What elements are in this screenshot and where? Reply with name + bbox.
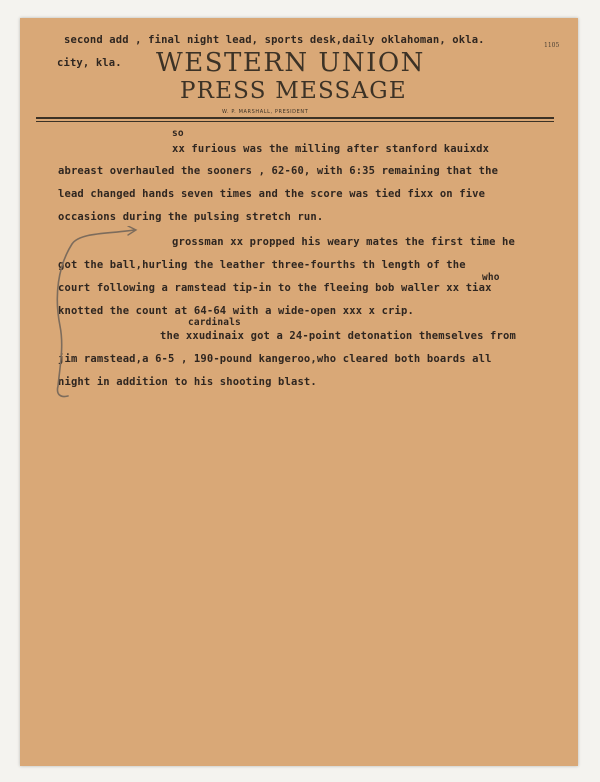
insertion-who: who bbox=[482, 272, 500, 283]
body-line-6: got the ball,hurling the leather three-fourths th length of the bbox=[58, 259, 466, 271]
company-name: WESTERN UNION bbox=[156, 48, 425, 78]
header-rule-thin bbox=[36, 121, 554, 122]
slug-line-1: second add , final night lead, sports desk,daily oklahoman, okla. bbox=[64, 34, 485, 46]
body-line-1: xx furious was the milling after stanford kauixdx bbox=[172, 143, 490, 155]
body-line-7: court following a ramstead tip-in to the fleeing bob waller xx tiax bbox=[58, 282, 492, 294]
serial-number: 1105 bbox=[544, 42, 560, 49]
slug-line-2: city, kla. bbox=[57, 57, 122, 69]
insertion-so: so bbox=[172, 128, 184, 139]
body-line-8: knotted the count at 64-64 with a wide-open xxx x crip. bbox=[58, 305, 414, 317]
officer-line: W. P. MARSHALL, PRESIDENT bbox=[222, 109, 309, 115]
body-line-4: occasions during the pulsing stretch run. bbox=[58, 211, 324, 223]
body-line-2: abreast overhauled the sooners , 62-60, with 6:35 remaining that the bbox=[58, 165, 499, 177]
body-line-11: night in addition to his shooting blast. bbox=[58, 376, 317, 388]
body-line-10: jim ramstead,a 6-5 , 190-pound kangeroo,who cleared both boards all bbox=[58, 353, 492, 365]
insertion-cardinals: cardinals bbox=[188, 317, 241, 328]
body-line-5: grossman xx propped his weary mates the first time he bbox=[172, 236, 515, 248]
body-line-9: the xxudinaix got a 24-point detonation themselves from bbox=[160, 330, 516, 342]
header-rule-thick bbox=[36, 117, 554, 119]
body-line-3: lead changed hands seven times and the score was tied fixx on five bbox=[58, 188, 486, 200]
pencil-insertion-mark bbox=[30, 226, 150, 406]
form-title: PRESS MESSAGE bbox=[180, 78, 407, 104]
